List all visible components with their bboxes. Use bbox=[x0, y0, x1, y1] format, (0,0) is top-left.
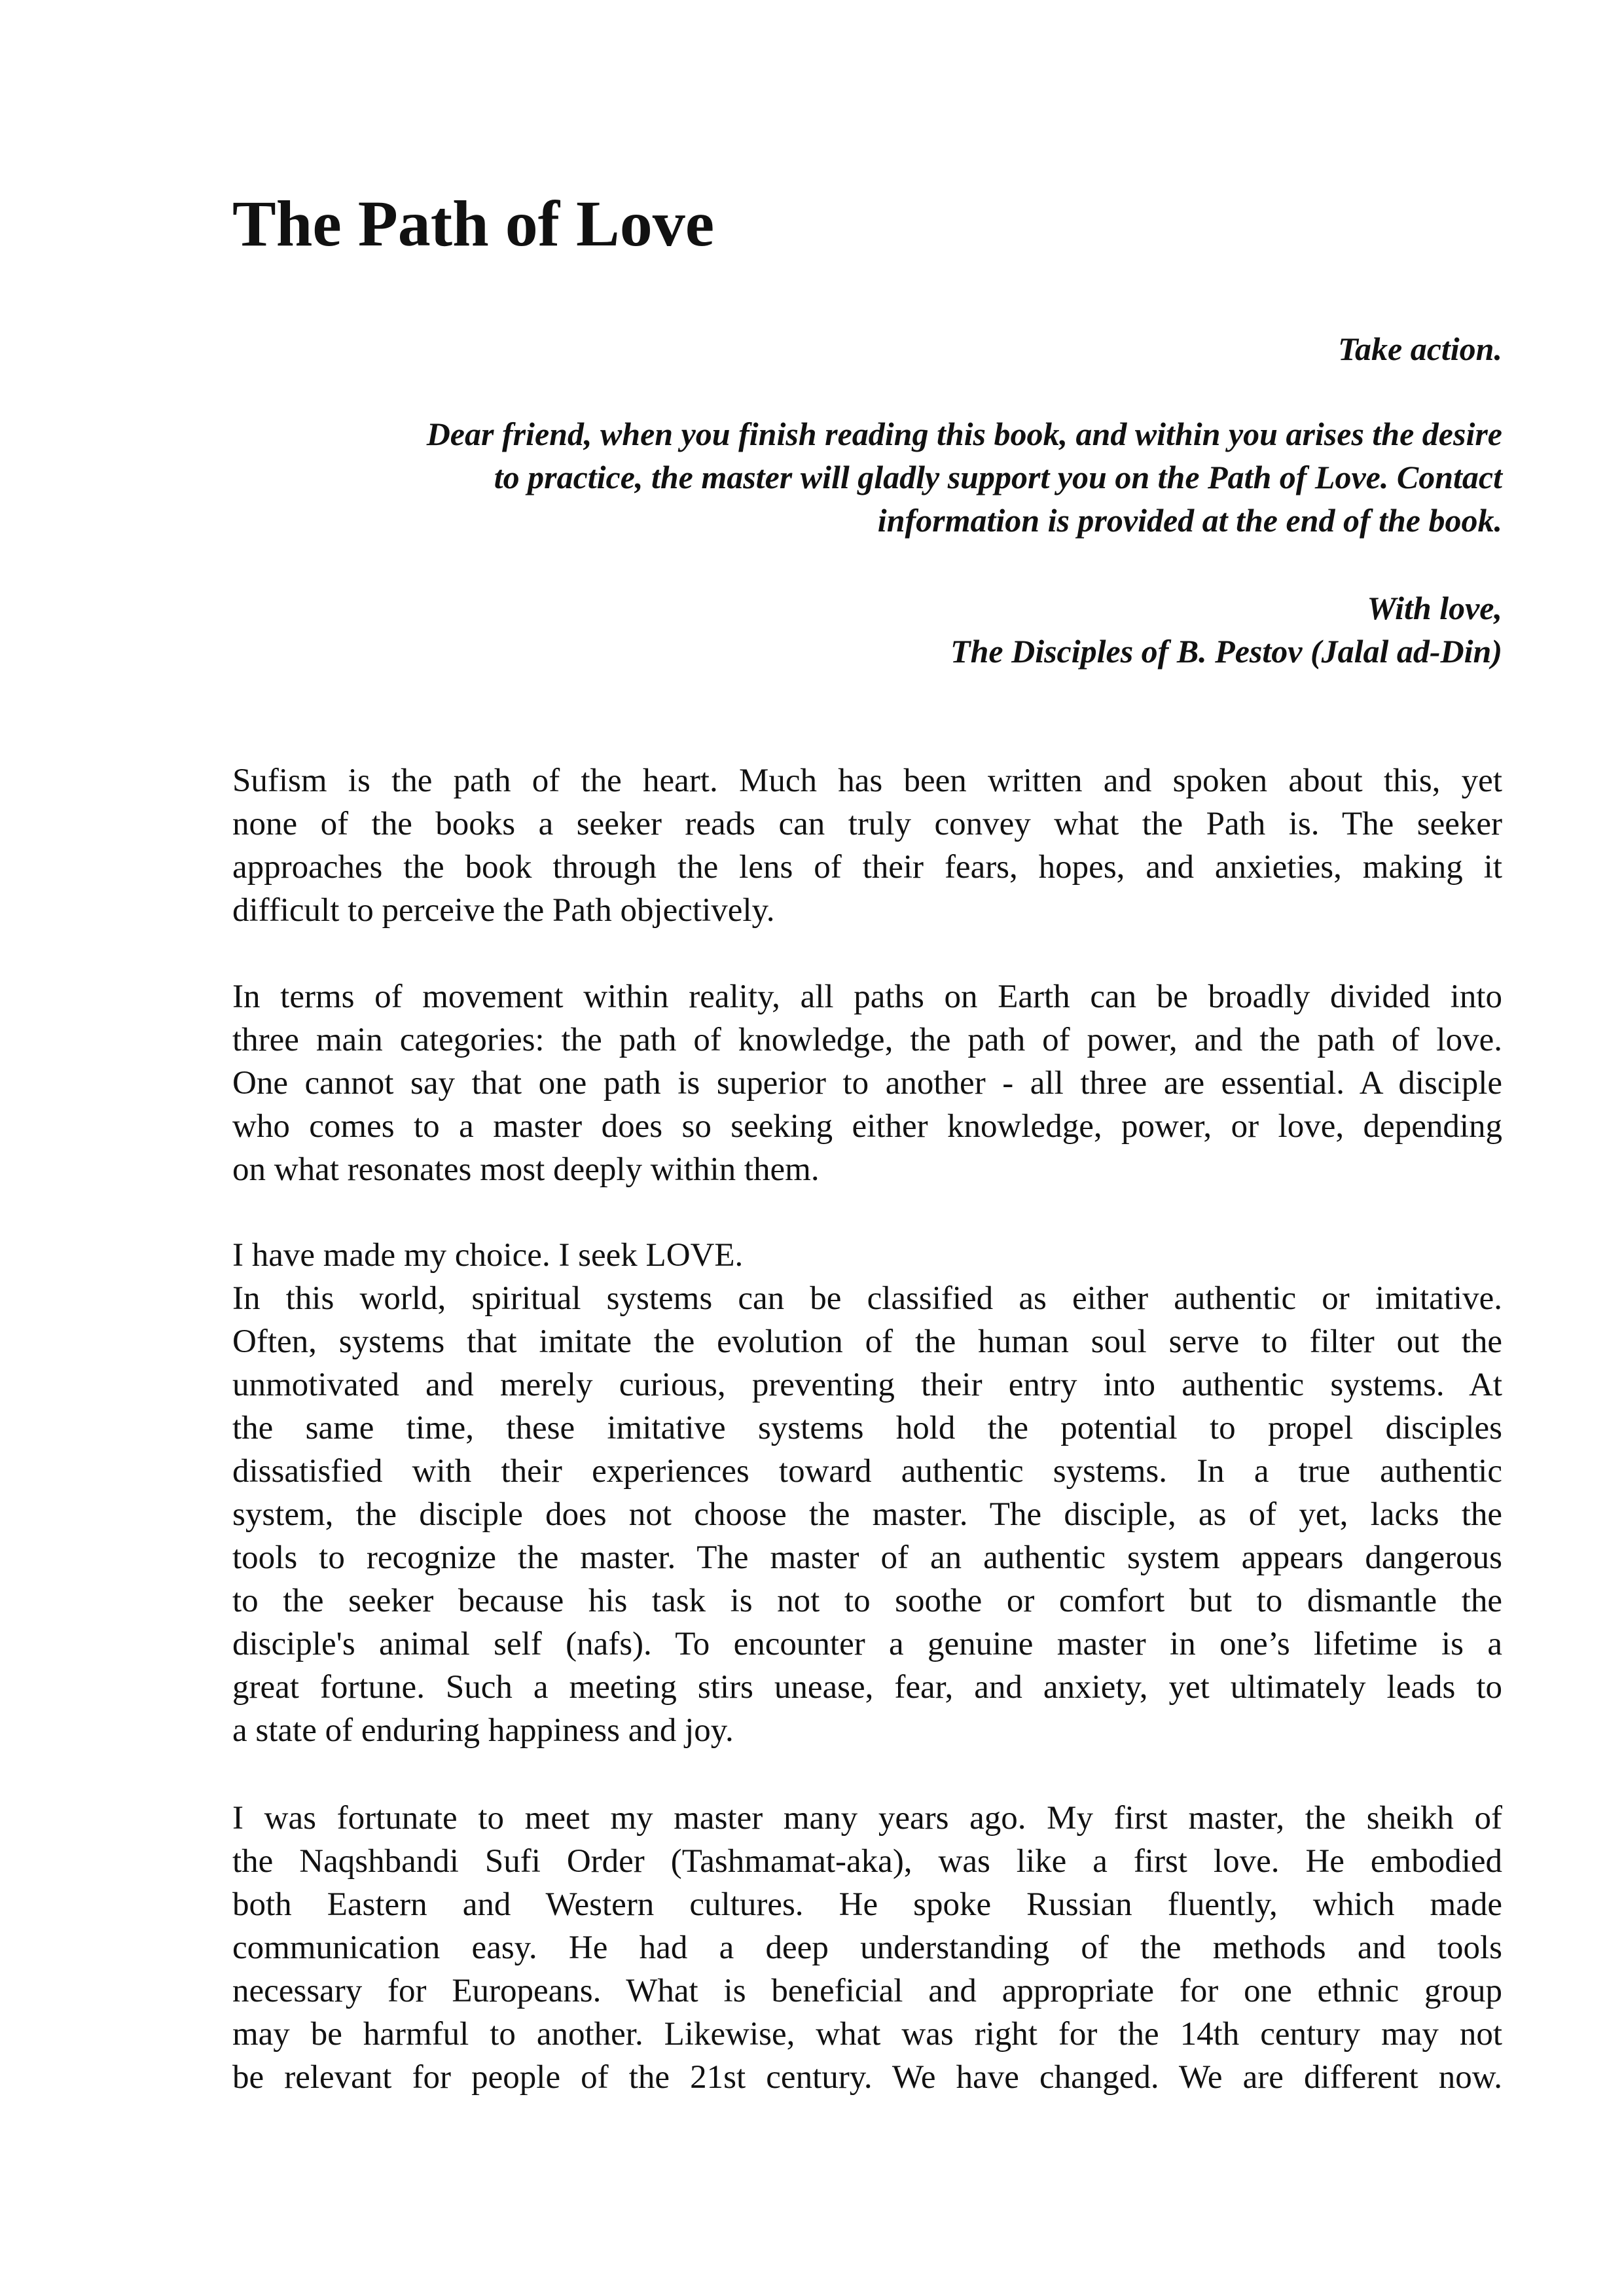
paragraph-line: the same time, these imitative systems hold the potential to propel disciples bbox=[232, 1410, 1502, 1446]
paragraph-line: One cannot say that one path is superior to another - all three are essential. A disciple bbox=[232, 1065, 1502, 1102]
paragraph-line: Sufism is the path of the heart. Much has been written and spoken about this, yet bbox=[232, 762, 1502, 799]
epigraph-text bbox=[232, 412, 1502, 542]
paragraph-line: I was fortunate to meet my master many years ago. My first master, the sheikh of bbox=[232, 1800, 1502, 1837]
paragraph-line: unmotivated and merely curious, preventing their entry into authentic systems. At bbox=[232, 1367, 1502, 1403]
paragraph-line: In terms of movement within reality, all paths on Earth can be broadly divided into bbox=[232, 978, 1502, 1015]
paragraph-line: necessary for Europeans. What is beneficial and appropriate for one ethnic group bbox=[232, 1973, 1502, 2009]
paragraph-line: disciple's animal self (nafs). To encounter a genuine master in one’s lifetime is a bbox=[232, 1626, 1502, 1662]
paragraph-line: great fortune. Such a meeting stirs unease, fear, and anxiety, yet ultimately leads to bbox=[232, 1669, 1502, 1706]
paragraph-line: I have made my choice. I seek LOVE. bbox=[232, 1237, 744, 1274]
signature-line: With love, bbox=[1367, 590, 1502, 626]
epigraph-line: Dear friend, when you finish reading this book, and within you arises the desire bbox=[426, 416, 1502, 452]
epigraph-line: to practice, the master will gladly support you on the Path of Love. Contact bbox=[494, 459, 1502, 495]
paragraph-4 bbox=[232, 1797, 1502, 2099]
paragraph-line: both Eastern and Western cultures. He spoke Russian fluently, which made bbox=[232, 1886, 1502, 1923]
paragraph-3 bbox=[232, 1234, 1502, 1752]
paragraph-line: approaches the book through the lens of their fears, hopes, and anxieties, making it bbox=[232, 849, 1502, 886]
paragraph-line: on what resonates most deeply within them. bbox=[232, 1151, 820, 1188]
paragraph-line: system, the disciple does not choose the master. The disciple, as of yet, lacks the bbox=[232, 1496, 1502, 1533]
paragraph-line: may be harmful to another. Likewise, what was right for the 14th century may not bbox=[232, 2016, 1502, 2053]
epigraph-heading bbox=[232, 327, 1502, 370]
page-title: The Path of Love bbox=[232, 187, 715, 260]
paragraph-2 bbox=[232, 975, 1502, 1191]
paragraph-line: be relevant for people of the 21st century. We have changed. We are different now. bbox=[232, 2059, 1502, 2096]
paragraph-line: the Naqshbandi Sufi Order (Tashmamat-aka), was like a first love. He embodied bbox=[232, 1843, 1502, 1880]
epigraph-line: information is provided at the end of the book. bbox=[877, 502, 1502, 539]
paragraph-line: tools to recognize the master. The master of an authentic system appears dangerous bbox=[232, 1539, 1502, 1576]
epigraph-signature bbox=[232, 586, 1502, 673]
paragraph-line: three main categories: the path of knowledge, the path of power, and the path of love. bbox=[232, 1022, 1502, 1058]
signature-line: The Disciples of B. Pestov (Jalal ad-Din) bbox=[950, 633, 1502, 670]
paragraph-1 bbox=[232, 759, 1502, 932]
paragraph-line: a state of enduring happiness and joy. bbox=[232, 1712, 734, 1749]
paragraph-line: communication easy. He had a deep understanding of the methods and tools bbox=[232, 1929, 1502, 1966]
epigraph-heading-text: Take action. bbox=[1338, 331, 1502, 367]
paragraph-line: dissatisfied with their experiences toward authentic systems. In a true authentic bbox=[232, 1453, 1502, 1490]
paragraph-line: who comes to a master does so seeking either knowledge, power, or love, depending bbox=[232, 1108, 1502, 1145]
paragraph-line: none of the books a seeker reads can truly convey what the Path is. The seeker bbox=[232, 806, 1502, 842]
paragraph-line: to the seeker because his task is not to soothe or comfort but to dismantle the bbox=[232, 1583, 1502, 1619]
paragraph-line: In this world, spiritual systems can be classified as either authentic or imitative. bbox=[232, 1280, 1502, 1317]
paragraph-line: difficult to perceive the Path objectively. bbox=[232, 892, 775, 929]
paragraph-line: Often, systems that imitate the evolution of the human soul serve to filter out the bbox=[232, 1323, 1502, 1360]
